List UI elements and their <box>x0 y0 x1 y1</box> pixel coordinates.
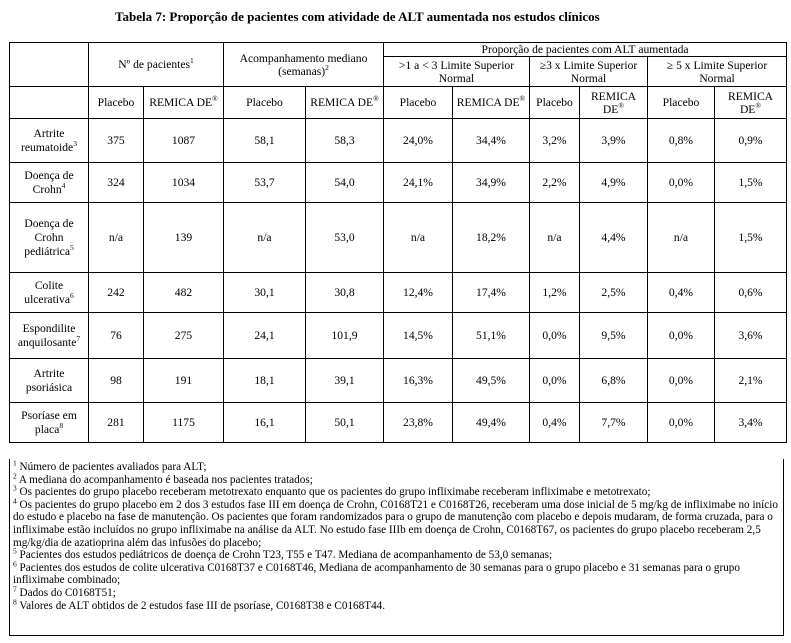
table-cell: 4,4% <box>580 203 648 273</box>
table-cell: 1087 <box>144 119 224 163</box>
table-cell: 3,9% <box>580 119 648 163</box>
header-corner <box>10 43 89 87</box>
table-cell: 0,4% <box>530 403 580 443</box>
table-cell: 16,3% <box>384 359 453 403</box>
table-cell: 7,7% <box>580 403 648 443</box>
header-remicade: REMICA DE® <box>144 87 224 119</box>
table-cell: 9,5% <box>580 313 648 359</box>
footnote: $^6$ Pacientes dos estudos de colite ulcerativa C0168T37 e C0168T46, Mediana de acompanhamento de 30 semanas para o grupo placebo e 31 semanas para o grupo infliximabe combinado; <box>13 559 740 587</box>
table-cell: 101,9 <box>306 313 384 359</box>
table-row <box>10 313 787 359</box>
table-cell: 50,1 <box>306 403 384 443</box>
row-label: Artrite reumatoide$^3$ <box>10 119 89 163</box>
header-proporcao: Proporção de pacientes com ALT aumentada <box>384 43 787 57</box>
table-cell: 34,4% <box>453 119 530 163</box>
table-cell: n/a <box>89 203 144 273</box>
header-placebo: Placebo <box>384 87 453 119</box>
table-cell: 23,8% <box>384 403 453 443</box>
row-label: Colite ulcerativa$^6$ <box>10 273 89 313</box>
table-cell: 24,0% <box>384 119 453 163</box>
table-cell: 375 <box>89 119 144 163</box>
row-label: Doença de Crohn$^4$ <box>10 163 89 203</box>
table-cell: 139 <box>144 203 224 273</box>
table-cell: 0,0% <box>648 313 715 359</box>
table-cell: 0,0% <box>648 403 715 443</box>
footnote: $^8$ Valores de ALT obtidos de 2 estudos fase III de psoríase, C0168T38 e C0168T44. <box>13 596 386 612</box>
table-cell: 14,5% <box>384 313 453 359</box>
table-cell: 275 <box>144 313 224 359</box>
table-cell: 6,8% <box>580 359 648 403</box>
table-cell: 39,1 <box>306 359 384 403</box>
footnote: $^1$ Número de pacientes avaliados para ALT; <box>13 458 207 473</box>
table-cell: 0,9% <box>715 119 787 163</box>
footnote: $^5$ Pacientes dos estudos pediátricos de doença de Crohn T23, T55 e T47. Mediana de acompanhamento de 53,0 semanas; <box>13 546 553 562</box>
table-cell: 51,1% <box>453 313 530 359</box>
table-cell: 30,1 <box>224 273 306 313</box>
table-cell: 281 <box>89 403 144 443</box>
table-cell: 17,4% <box>453 273 530 313</box>
table-cell: 49,5% <box>453 359 530 403</box>
header-placebo: Placebo <box>648 87 715 119</box>
table-cell: 98 <box>89 359 144 403</box>
header-remicade: REMICA DE® <box>580 87 648 119</box>
table-cell: 324 <box>89 163 144 203</box>
table-row <box>10 273 787 313</box>
table-cell: 53,7 <box>224 163 306 203</box>
table-cell: 2,1% <box>715 359 787 403</box>
table-cell: 2,5% <box>580 273 648 313</box>
row-label: Artrite psoriásica <box>10 359 89 403</box>
row-label: Espondilite anquilosante$^7$ <box>10 313 89 359</box>
table-cell: 3,2% <box>530 119 580 163</box>
table-cell: n/a <box>384 203 453 273</box>
header-placebo: Placebo <box>89 87 144 119</box>
table-cell: 76 <box>89 313 144 359</box>
table-cell: 53,0 <box>306 203 384 273</box>
header-remicade: REMICA DE® <box>453 87 530 119</box>
table-cell: 482 <box>144 273 224 313</box>
footnote: $^3$ Os pacientes do grupo placebo receberam metotrexato enquanto que os pacientes do grupo infliximabe receberam infliximabe e metotrexato; <box>13 483 651 499</box>
table-row <box>10 203 787 273</box>
table-cell: 0,6% <box>715 273 787 313</box>
table-cell: 1,2% <box>530 273 580 313</box>
header-range-1: >1 a < 3 Limite Superior Normal <box>384 57 530 87</box>
table-row <box>10 359 787 403</box>
table-cell: 4,9% <box>580 163 648 203</box>
table-cell: n/a <box>224 203 306 273</box>
table-cell: 18,1 <box>224 359 306 403</box>
table-row <box>10 119 787 163</box>
header-remicade: REMICA DE® <box>715 87 787 119</box>
footnote: $^7$ Dados do C0168T51; <box>13 584 116 599</box>
footnotes <box>9 459 784 636</box>
table-cell: 1,5% <box>715 203 787 273</box>
table-cell: 34,9% <box>453 163 530 203</box>
table-cell: 0,0% <box>530 359 580 403</box>
header-row-3 <box>10 87 787 119</box>
table-cell: 1,5% <box>715 163 787 203</box>
table-cell: 49,4% <box>453 403 530 443</box>
table-cell: 12,4% <box>384 273 453 313</box>
header-placebo: Placebo <box>224 87 306 119</box>
header-row-1 <box>10 43 787 57</box>
table-cell: 18,2% <box>453 203 530 273</box>
table-cell: 3,6% <box>715 313 787 359</box>
header-range-3: ≥ 5 x Limite Superior Normal <box>648 57 787 87</box>
header-remicade: REMICA DE® <box>306 87 384 119</box>
table-cell: n/a <box>648 203 715 273</box>
header-n-pacientes: Nº de pacientes$^1$ <box>89 43 224 87</box>
table-cell: n/a <box>530 203 580 273</box>
table-title: Tabela 7: Proporção de pacientes com atividade de ALT aumentada nos estudos clínicos <box>115 9 600 24</box>
row-label: Doença de Crohn pediátrica$^5$ <box>10 203 89 273</box>
table-cell: 191 <box>144 359 224 403</box>
table-body <box>10 119 787 443</box>
table-cell: 1175 <box>144 403 224 443</box>
table-cell: 0,4% <box>648 273 715 313</box>
table-cell: 30,8 <box>306 273 384 313</box>
table-cell: 3,4% <box>715 403 787 443</box>
table-cell: 58,3 <box>306 119 384 163</box>
table-cell: 0,0% <box>648 163 715 203</box>
footnote: $^2$ A mediana do acompanhamento é baseada nos pacientes tratados; <box>13 470 313 486</box>
table-cell: 24,1 <box>224 313 306 359</box>
table-cell: 58,1 <box>224 119 306 163</box>
table-cell: 0,0% <box>530 313 580 359</box>
table-cell: 0,0% <box>648 359 715 403</box>
table-cell: 1034 <box>144 163 224 203</box>
table-cell: 16,1 <box>224 403 306 443</box>
table-cell: 54,0 <box>306 163 384 203</box>
table-row <box>10 403 787 443</box>
header-acompanhamento: Acompanhamento mediano (semanas)$^2$ <box>224 43 384 87</box>
alt-table <box>9 42 787 443</box>
table-cell: 2,2% <box>530 163 580 203</box>
footnote: $^4$ Os pacientes do grupo placebo em 2 dos 3 estudos fase III em doença de Crohn, C0168T21 e C0168T26, receberam uma dose inicial de 5 mg/kg de infliximabe no início do estudo e placebo na fase de manutenção. Os pacientes que foram randomizados para o grupo de manutenção com placebo e depois mudaram, de forma cruzada, para o infliximabe estão incluídos no grupo infliximabe na análise da ALT. No estudo fase IIIb em doença de Crohn, C0168T67, os pacientes do grupo placebo receberam 2,5 mg/kg/dia de azatioprina além das infusões do placebo; <box>13 496 778 549</box>
row-label: Psoríase em placa$^8$ <box>10 403 89 443</box>
header-placebo: Placebo <box>530 87 580 119</box>
table-cell: 242 <box>89 273 144 313</box>
header-range-2: ≥3 x Limite Superior Normal <box>530 57 648 87</box>
table-cell: 24,1% <box>384 163 453 203</box>
table-cell: 0,8% <box>648 119 715 163</box>
table-row <box>10 163 787 203</box>
header-blank <box>10 87 89 119</box>
